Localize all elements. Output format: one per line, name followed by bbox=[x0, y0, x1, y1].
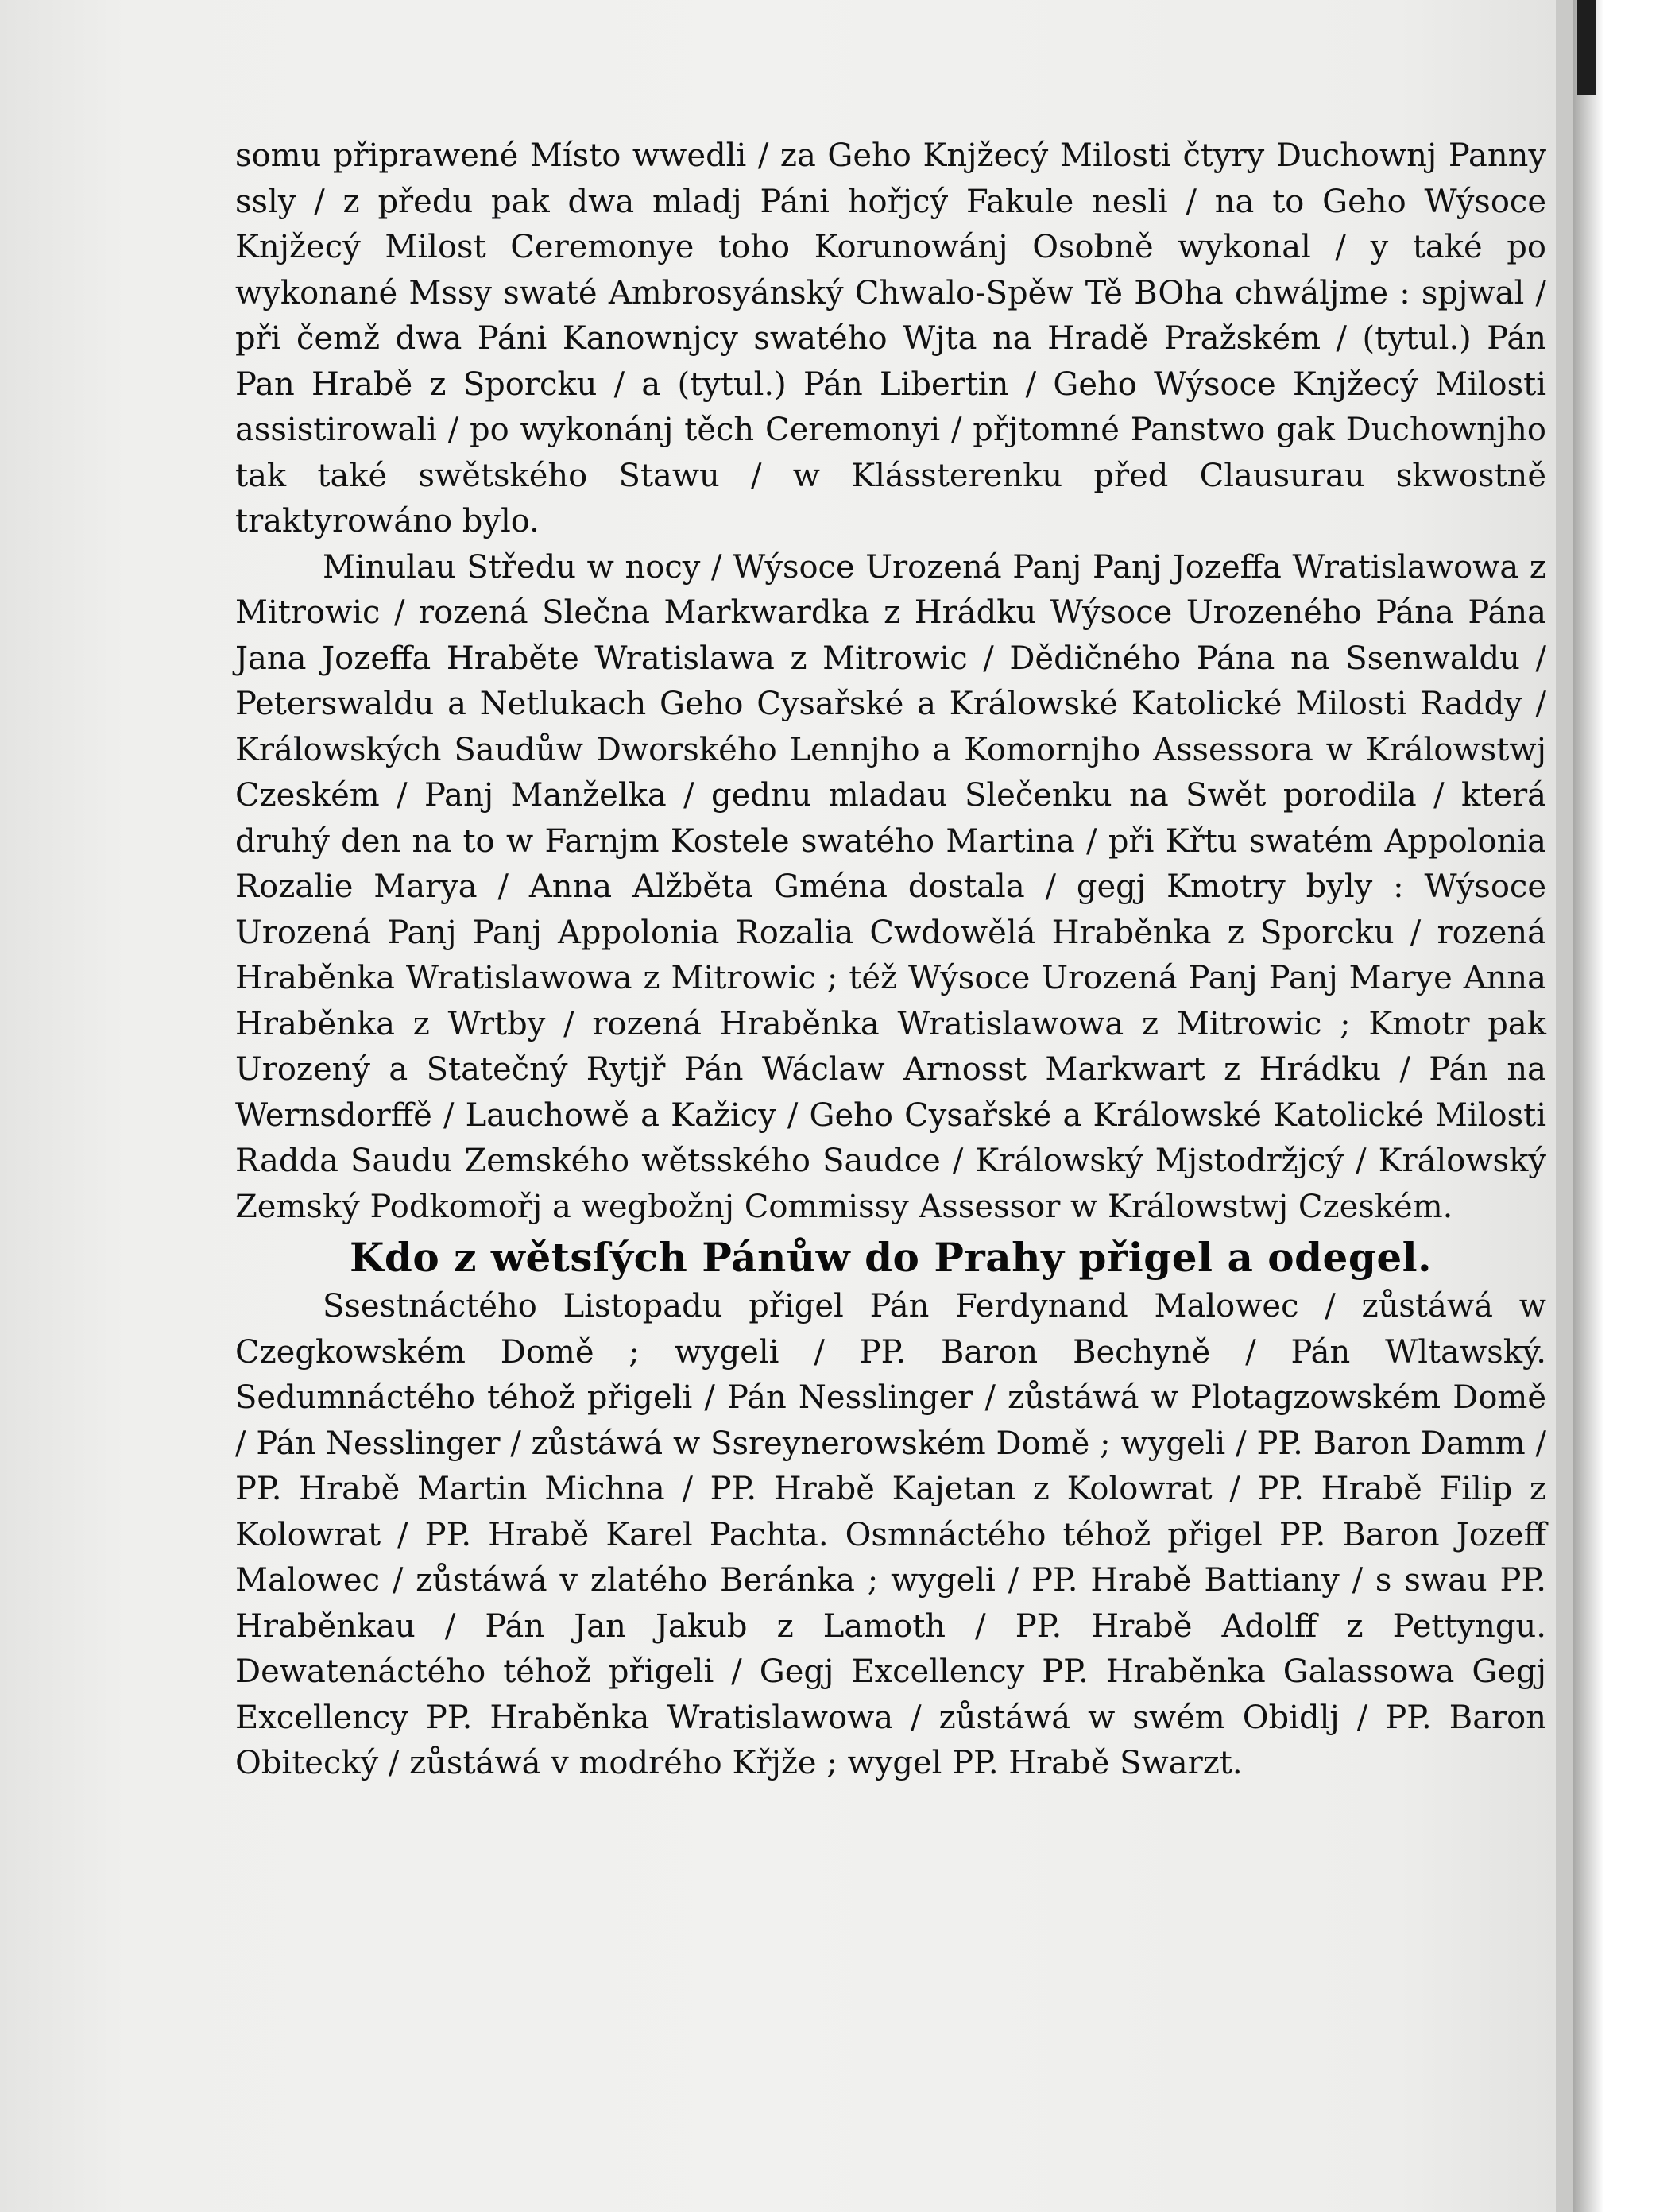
section-heading: Kdo z wětsſých Pánůw do Prahy přigel a odegel. bbox=[349, 1234, 1433, 1281]
paragraph-birth-announcement: Minulau Středu w nocy / Wýsoce Urozená Panj Panj Jozeffa Wratislawowa z Mitrowic / rozená Slečna Markwardka z Hrádku Wýsoce Urozeného Pána Pána Jana Jozeffa Hraběte Wratislawa z Mitrowic / Dědičného Pána na Ssenwaldu / Peterswaldu a Netlukach Geho Cysařské a Králowské Katolické Milosti Raddy / Králowských Saudůw Dworského Lennjho a Komornjho Assessora w Králowstwj Czeském / Panj Manželka / gednu mladau Slečenku na Swět porodila / která druhý den na to w Farnjm Kostele swatého Martina / při Křtu swatém Appolonia Rozalie Marya / Anna Alžběta Gména dostala / gegj Kmotry byly : Wýsoce Urozená Panj Panj Appolonia Rozalia Cwdowělá Hraběnka z Sporcku / rozená Hraběnka Wratislawowa z Mitrowic ; též Wýsoce Urozená Panj Panj Marye Anna Hraběnka z Wrtby / rozená Hraběnka Wratislawowa z Mitrowic ; Kmotr pak Urozený a Statečný Rytjř Pán Wáclaw Arnosst Markwart z Hrádku / Pán na Wernsdorffě / Lauchowě a Kažicy / Geho Cysařské a Králowské Katolické Milosti Radda Saudu Zemského wětsského Saudce / Králowský Mjstodržjcý / Králowský Zemský Podkomořj a wegbožnj Commissy Assessor w Králowstwj Czeském. bbox=[235, 548, 1546, 1225]
paragraph-coronation: somu připrawené Místo wwedli / za Geho Knjžecý Milosti čtyry Duchownj Panny ssly / z předu pak dwa mladj Páni hořjcý Fakule nesli / na to Geho Wýsoce Knjžecý Milost Ceremonye toho Korunowánj Osobně wykonal / y také po wykonané Mssy swaté Ambrosyánský Chwalo-Spěw Tě BOha chwáljme : spjwal / při čemž dwa Páni Kanownjcy swatého Wjta na Hradě Pražském / (tytul.) Pán Pan Hrabě z Sporcku / a (tytul.) Pán Libertin / Geho Wýsoce Knjžecý Milosti assistirowali / po wykonánj těch Ceremonyi / přjtomné Panstwo gak Duchownjho tak také swětského Stawu / w Klássterenku před Clausurau skwostně traktyrowáno bylo. bbox=[235, 137, 1546, 539]
scan-binding-mark bbox=[1577, 0, 1596, 95]
scan-margin bbox=[1573, 0, 1675, 2212]
article-body bbox=[235, 133, 1546, 1787]
page-edge-shadow bbox=[1556, 0, 1573, 2212]
paragraph-arrivals-departures: Ssestnáctého Listopadu přigel Pán Ferdynand Malowec / zůstáwá w Czegkowském Domě ; wygeli / PP. Baron Bechyně / Pán Wltawský. Sedumnáctého téhož přigeli / Pán Nesslinger / zůstáwá w Plotagzowském Domě / Pán Nesslinger / zůstáwá w Ssreynerowském Domě ; wygeli / PP. Baron Damm / PP. Hrabě Martin Michna / PP. Hrabě Kajetan z Kolowrat / PP. Hrabě Filip z Kolowrat / PP. Hrabě Karel Pachta. Osmnáctého téhož přigel PP. Baron Jozeff Malowec / zůstáwá v zlatého Beránka ; wygeli / PP. Hrabě Battiany / s swau PP. Hraběnkau / Pán Jan Jakub z Lamoth / PP. Hrabě Adolff z Pettyngu. Dewatenáctého téhož přigeli / Gegj Excellency PP. Hraběnka Galassowa Gegj Excellency PP. Hraběnka Wratislawowa / zůstáwá w swém Obidlj / PP. Baron Obitecký / zůstáwá v modrého Křjže ; wygel PP. Hrabě Swarzt. bbox=[235, 1288, 1546, 1781]
